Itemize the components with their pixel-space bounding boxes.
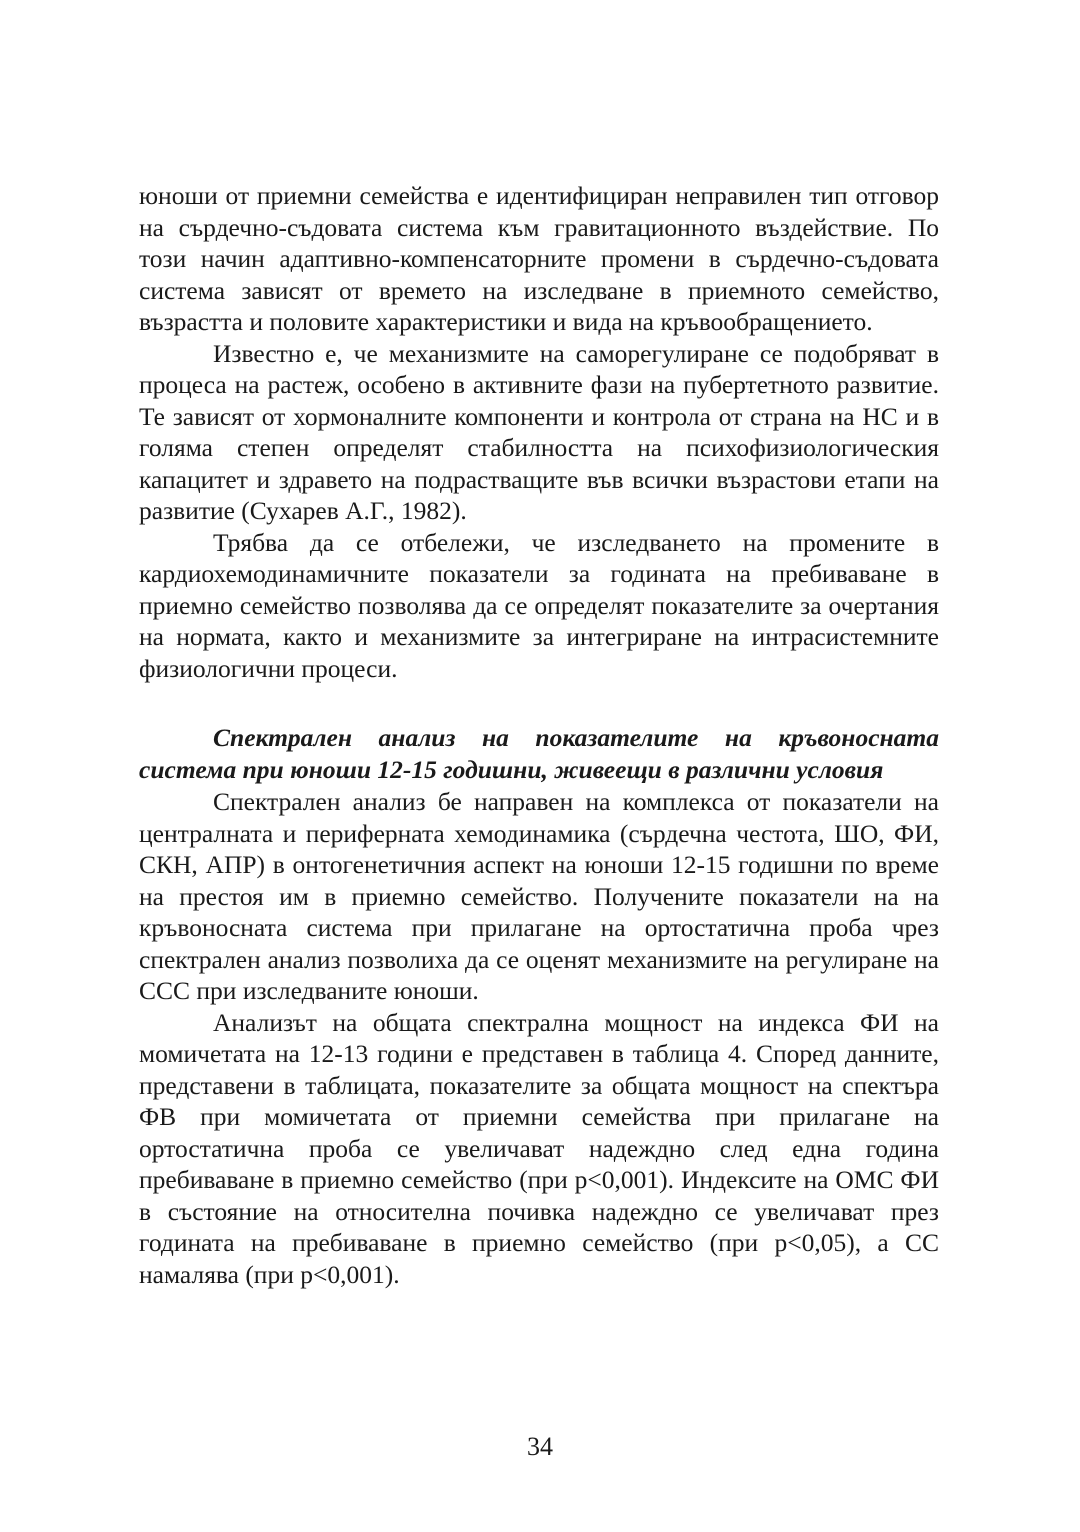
page-number: 34 [527,1432,553,1461]
paragraph-spectral-analysis: Спектрален анализ бе направен на комплекса от показатели на централната и периферната хемодинамика (сърдечна честота, ШО, ФИ, СКН, АПР) в онтогенетичния аспект на юноши 12-15 годишни по време на престоя им в приемно семейство. Получените показатели на на кръвоносната система при прилагане на ортостатична проба чрез спектрален анализ позволиха да се оценят механизмите на регулиране на ССС при изследваните юноши. [139,787,939,1005]
paragraph-table-4-analysis: Анализът на общата спектрална мощност на индекса ФИ на момичетата на 12-13 години е представен в таблица 4. Според данните, представени в таблицата, показателите за общата мощност на спектъра ФВ при момичетата от приемни семейства при прилагане на ортостатична проба се увеличават надеждно след една година пребиваване в приемно семейство (при р<0,001). Индексите на ОМС ФИ в състояние на относителна почивка надеждно се увеличават през годината на пребиваване в приемно семейство (при р<0,05), а СС намалява (при р<0,001). [139,1007,939,1289]
body-text [139,180,939,1290]
paragraph-self-regulation: Известно е, че механизмите на саморегулиране се подобряват в процеса на растеж, особено в активните фази на пубертетното развитие. Те зависят от хормоналните компоненти и контрола от страна на НС и в голяма степен определят стабилността на психофизиологическия капацитет и здравето на подрастващите във всички възрастови етапи на развитие (Сухарев А.Г., 1982). [139,338,939,525]
section-heading: Спектрален анализ на показателите на кръвоносната система при юноши 12-15 годишни, живеещи в различни условия [139,723,939,784]
paragraph-continuation: юноши от приемни семейства е идентифициран неправилен тип отговор на сърдечно-съдовата система към гравитационното въздействие. По този начин адаптивно-компенсаторните промени в сърдечно-съдовата система зависят от времето на изследване в приемното семейство, възрастта и половите характеристики и вида на кръвообращението. [139,181,939,336]
paragraph-cardiohemodynamics: Трябва да се отбележи, че изследването на промените в кардиохемодинамичните показатели за годината на пребиваване в приемно семейство позволява да се определят показателите за очертания на нормата, както и механизмите за интегриране на интрасистемните физиологични процеси. [139,527,939,683]
